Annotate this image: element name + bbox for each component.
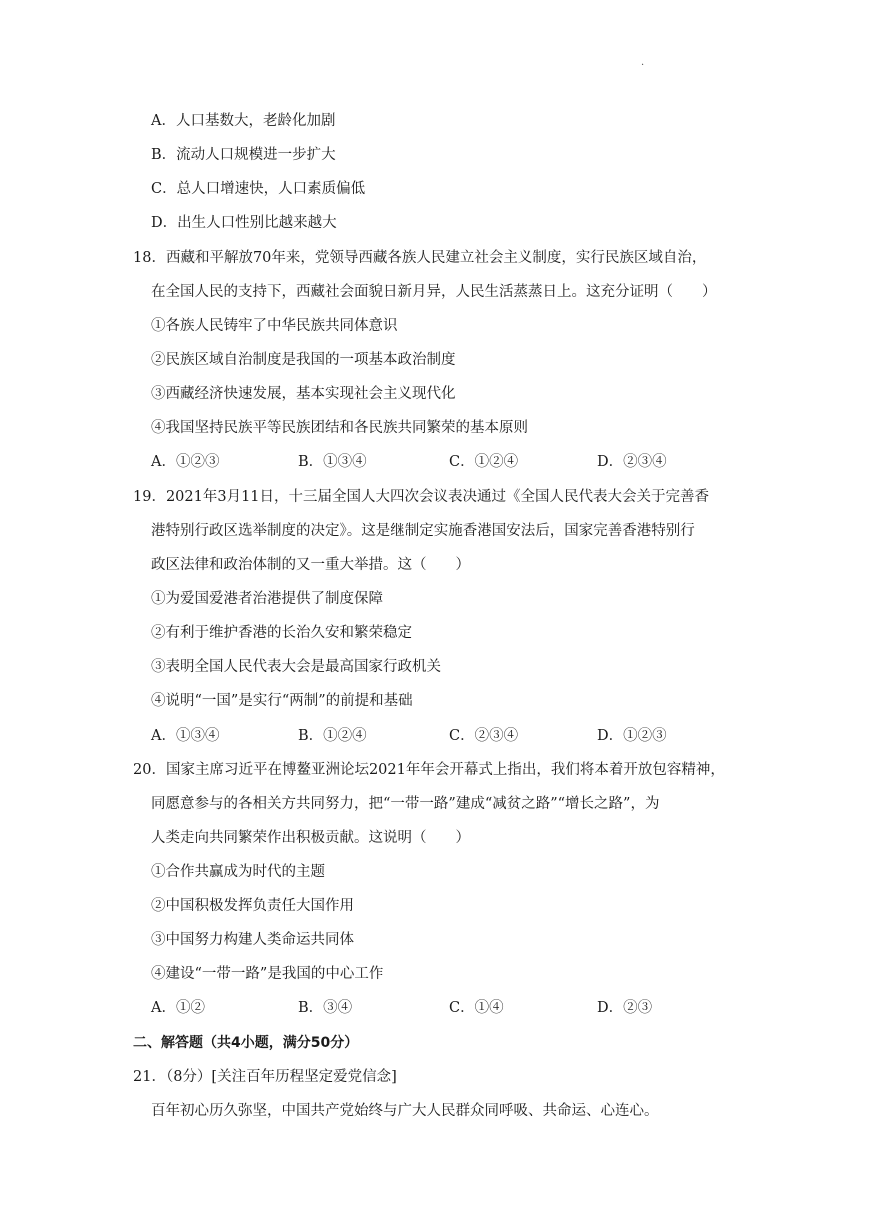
q18-choices (151, 452, 711, 472)
q19-stem-line-1: 19．2021年3月11日，十三届全国人大四次会议表决通过《全国人民代表大会关于完善香 (133, 489, 710, 505)
header-mark: · (641, 60, 645, 71)
q20-statement-3: ③中国努力构建人类命运共同体 (151, 932, 354, 948)
q18-choice-d: D．②③④ (597, 454, 667, 470)
q20-stem-line-1: 20．国家主席习近平在博鳌亚洲论坛2021年年会开幕式上指出，我们将本着开放包容精神， (133, 762, 725, 778)
q19-choice-a: A．①③④ (151, 728, 220, 744)
q19-statement-2: ②有利于维护香港的长治久安和繁荣稳定 (151, 625, 412, 641)
q18-statement-2: ②民族区域自治制度是我国的一项基本政治制度 (151, 352, 456, 368)
q19-stem-line-2: 港特别行政区选举制度的决定》。这是继制定实施香港国安法后，国家完善香港特别行 (151, 523, 695, 539)
q19-statement-1: ①为爱国爱港者治港提供了制度保障 (151, 591, 383, 607)
q18-statement-1: ①各族人民铸牢了中华民族共同体意识 (151, 318, 398, 334)
q19-statement-4: ④说明“一国”是实行“两制”的前提和基础 (151, 693, 413, 709)
q18-stem-line-1: 18．西藏和平解放70年来，党领导西藏各族人民建立社会主义制度，实行民族区域自治， (133, 250, 707, 266)
q19-statement-3: ③表明全国人民代表大会是最高国家行政机关 (151, 659, 441, 675)
q20-stem-line-3: 人类走向共同繁荣作出积极贡献。这说明（ ） (151, 830, 470, 846)
q18-choice-b: B．①③④ (298, 454, 367, 470)
q17-option-d: D．出生人口性别比越来越大 (151, 215, 337, 231)
q20-choice-a: A．①② (151, 1000, 205, 1016)
q17-option-c: C．总人口增速快，人口素质偏低 (151, 181, 366, 197)
q21-stem: 21．（8分）[关注百年历程坚定爱党信念] (133, 1069, 397, 1085)
section-2-heading: 二、解答题（共4小题，满分50分） (133, 1035, 359, 1051)
q20-choices (151, 998, 711, 1018)
q17-option-a: A．人口基数大，老龄化加剧 (151, 113, 336, 129)
q17-option-b: B．流动人口规模进一步扩大 (151, 147, 336, 163)
q20-statement-1: ①合作共赢成为时代的主题 (151, 864, 325, 880)
q18-choice-c: C．①②④ (449, 454, 519, 470)
q18-statement-3: ③西藏经济快速发展，基本实现社会主义现代化 (151, 386, 456, 402)
q19-choices (151, 726, 711, 746)
q20-choice-d: D．②③ (597, 1000, 653, 1016)
q19-choice-d: D．①②③ (597, 728, 667, 744)
q18-stem-line-2: 在全国人民的支持下，西藏社会面貌日新月异，人民生活蒸蒸日上。这充分证明（ ） (151, 284, 717, 300)
q20-statement-4: ④建设“一带一路”是我国的中心工作 (151, 966, 384, 982)
q20-choice-b: B．③④ (298, 1000, 353, 1016)
q19-choice-c: C．②③④ (449, 728, 519, 744)
q19-stem-line-3: 政区法律和政治体制的又一重大举措。这（ ） (151, 557, 470, 573)
q21-material: 百年初心历久弥坚，中国共产党始终与广大人民群众同呼吸、共命运、心连心。 (151, 1103, 659, 1119)
q20-choice-c: C．①④ (449, 1000, 504, 1016)
q19-choice-b: B．①②④ (298, 728, 367, 744)
q20-statement-2: ②中国积极发挥负责任大国作用 (151, 898, 354, 914)
q18-choice-a: A．①②③ (151, 454, 220, 470)
q18-statement-4: ④我国坚持民族平等民族团结和各民族共同繁荣的基本原则 (151, 420, 528, 436)
q20-stem-line-2: 同愿意参与的各相关方共同努力，把“一带一路”建成“减贫之路”“增长之路”，为 (151, 796, 660, 812)
